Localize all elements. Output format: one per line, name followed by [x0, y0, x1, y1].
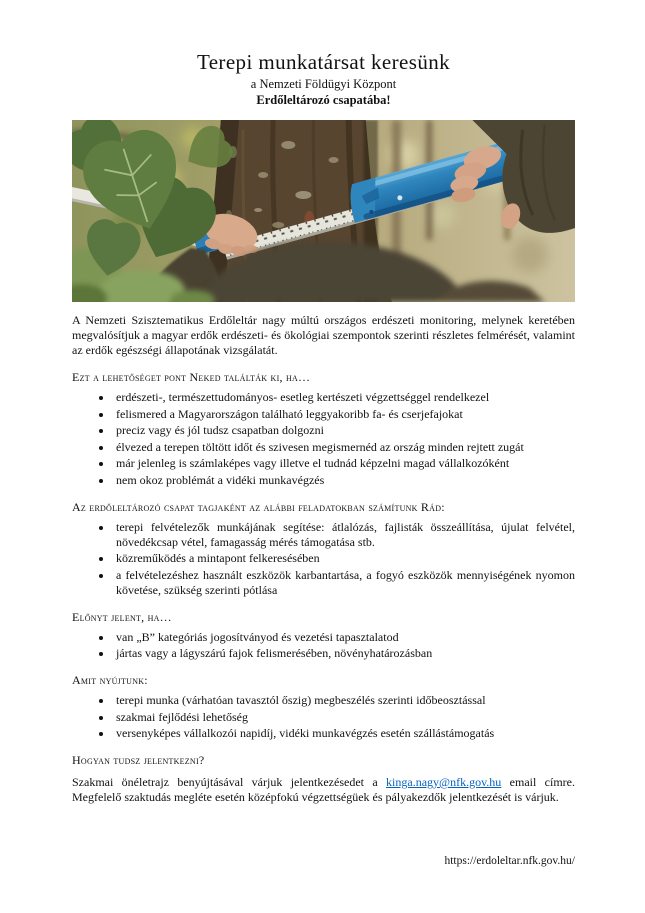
page-subtitle-bold: Erdőleltározó csapatába! [256, 93, 391, 107]
list-item: • közreműködés a mintapont felkeresésében [113, 551, 575, 566]
list-item: • felismered a Magyarországon található leggyakoribb fa- és cserjefajokat [113, 407, 575, 422]
advantages-list [72, 630, 575, 662]
list-item: • versenyképes vállalkozói napidíj, vidéki munkavégzés esetén szállástámogatás [113, 726, 575, 741]
closing-text-before: Szakmai önéletrajz benyújtásával várjuk jelentkezésedet a [72, 775, 378, 789]
intro-paragraph: A Nemzeti Szisztematikus Erdőleltár nagy múltú országos erdészeti monitoring, melynek keretében megvalósítjuk a magyar erdők erdészeti- és ökológiai szempontok szerinti részletes felmérését, valamint az erdők egészségi állapotának vizsgálatát. [72, 313, 575, 357]
tasks-list [72, 520, 575, 598]
list-item: • nem okoz problémát a vidéki munkavégzés [113, 473, 575, 488]
hero-photo [72, 120, 575, 302]
list-item: • terepi munka (várhatóan tavasztól őszig) megbeszélés szerinti időbeosztással [113, 693, 575, 708]
closing-paragraph [72, 775, 575, 805]
section-heading-how-to-apply: Hogyan tudsz jelentkezni? [72, 753, 205, 767]
list-item: • erdészeti-, természettudományos- esetleg kertészeti végzettséggel rendelkezel [113, 390, 575, 405]
list-item: • van „B” kategóriás jogosítványod és vezetési tapasztalatod [113, 630, 575, 645]
closing-text-after: email címre. Megfelelő szaktudás megléte esetén középfokú végzettségüek és pályakezdők jelentkezését is várjuk. [72, 775, 575, 804]
section-heading-advantages: Előnyt jelent, ha… [72, 609, 172, 624]
section-heading-opportunity: Ezt a lehetőséget pont Neked találták ki, ha… [72, 370, 311, 384]
list-item: • szakmai fejlődési lehetőség [113, 710, 575, 725]
list-item: • már jelenleg is számlaképes vagy illetve el tudnád képzelni magad vállalkozóként [113, 456, 575, 471]
list-item: • preciz vagy és jól tudsz csapatban dolgozni [113, 423, 575, 438]
list-item: • jártas vagy a lágyszárú fajok felismerésében, növényhatározásban [113, 646, 575, 661]
opportunity-list [72, 390, 575, 488]
offer-list [72, 693, 575, 741]
list-item: • élvezed a terepen töltött időt és szivesen megismernéd az ország minden rejtett zugát [113, 440, 575, 455]
hero-photo-svg [72, 120, 575, 302]
section-heading-offer: Amit nyújtunk: [72, 673, 148, 687]
list-item: • a felvételezéshez használt eszközök karbantartása, a fogyó eszközök mennyiségének nyomon követése, szükség szerinti pótlása [113, 568, 575, 598]
footer-url: https://erdoleltar.nfk.gov.hu/ [444, 855, 575, 867]
list-item: • terepi felvételezők munkájának segítése: átlalózás, fajlisták összeállítása, újulat felvétel, növedékcsap vétel, famagasság mérés támogatása stb. [113, 520, 575, 550]
email-link[interactable]: kinga.nagy@nfk.gov.hu [386, 775, 502, 789]
section-heading-tasks: Az erdőleltározó csapat tagjaként az alábbi feladatokban számítunk Rád: [72, 499, 445, 514]
page-title: Terepi munkatársat keresünk [196, 50, 451, 74]
page-subtitle: a Nemzeti Földügyi Központ [250, 77, 397, 91]
